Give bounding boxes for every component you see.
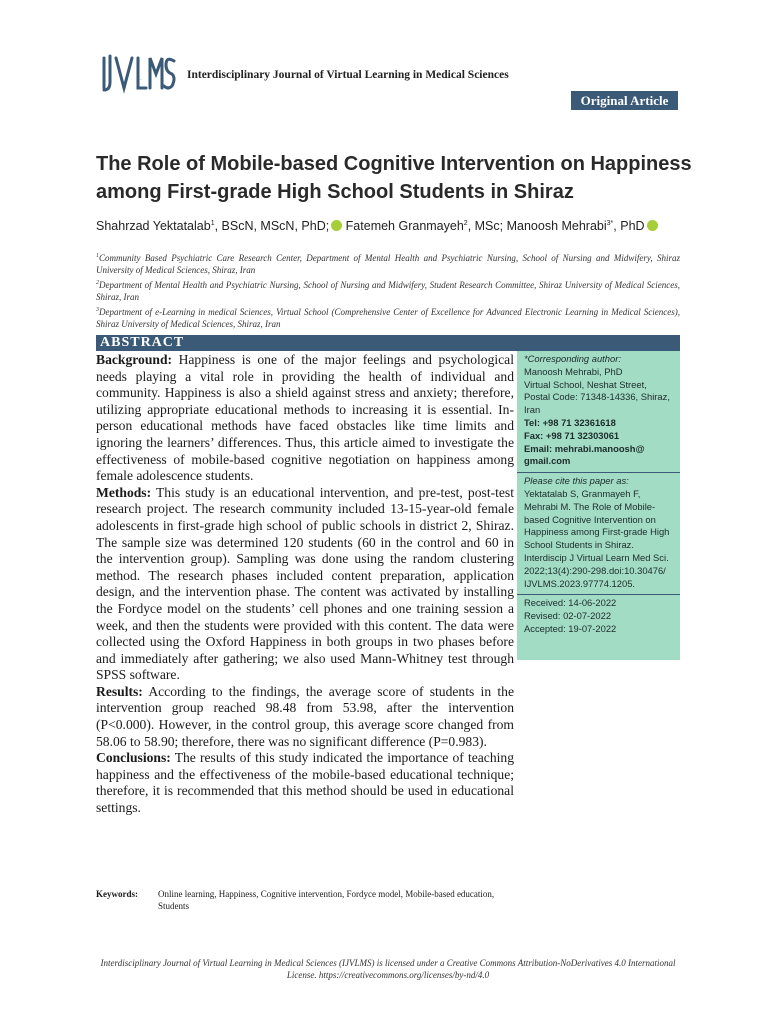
author-2-sup: 2 — [463, 219, 468, 227]
abstract-body — [96, 352, 514, 817]
date-revised: Revised: 02-07-2022 — [524, 610, 612, 622]
abstract-methods — [96, 485, 514, 684]
methods-text: This study is an educational intervention, and pre-test, post-test research project. The research community included 13-15-year-old female adolescents in first-grade high school of public schools in district 2, Shiraz. The sample size was determined 120 students (60 in the control and 60 in the intervention group). Sampling was done using the random clustering method. The research phases included content preparation, application design, and the intervention phase. The content was activated by installing the Fordyce model on the students’ cell phones and one training session a week, and then the students were provided with this content. The data were collected using the Oxford Happiness in both groups in two phases before and immediately after gathering; we also used Mann-Whitney test through SPSS software. — [96, 484, 514, 683]
logo-text: IJVLMS — [138, 80, 142, 81]
citation-section — [517, 473, 680, 594]
background-label: Background: — [96, 352, 173, 367]
corr-tel: Tel: +98 71 32361618 — [524, 416, 616, 428]
cite-text: Yektatalab S, Granmayeh F, Mehrabi M. The Role of Mobile-based Cognitive Intervention on Happiness among First-grade High School Students in Shiraz. Interdiscip J Virtual Learn Med Sci. 2022;13(4):290-298.doi:10.30476/ IJVLMS.2023.97774.1205. — [524, 487, 670, 589]
corr-name: Manoosh Mehrabi, PhD — [524, 365, 623, 377]
affiliation-text: Community Based Psychiatric Care Research Center, Department of Mental Health and Psychiatric Nursing, School of Nursing and Midwifery, Shiraz University of Medical Sciences, Shiraz, Iran — [96, 253, 680, 275]
keywords-text: Online learning, Happiness, Cognitive intervention, Fordyce model, Mobile-based education, Students — [158, 889, 495, 911]
affiliations — [96, 250, 680, 331]
article-type-badge: Original Article — [571, 91, 678, 110]
author-3-sup: 3* — [606, 219, 614, 227]
author-2-degree: , MSc; Manoosh Mehrabi — [467, 219, 607, 233]
affiliation-3 — [96, 304, 680, 330]
affiliation-sup: 2 — [96, 280, 99, 286]
orcid-icon[interactable] — [331, 220, 342, 231]
keywords-label: Keywords: — [96, 889, 138, 899]
corr-email[interactable]: Email: mehrabi.manoosh@ gmail.com — [524, 442, 645, 467]
author-line — [96, 219, 696, 233]
license-footer: Interdisciplinary Journal of Virtual Learning in Medical Sciences (IJVLMS) is licensed under a Creative Commons Attribution-NoDerivatives 4.0 International License. https://creativecommons.org/licenses/by-nd/4.0 — [100, 958, 676, 980]
date-received: Received: 14-06-2022 — [524, 597, 617, 609]
affiliation-text: Department of Mental Health and Psychiatric Nursing, School of Nursing and Midwifery, Student Research Committee, Shiraz University of Medical Sciences, Shiraz, Iran — [96, 280, 680, 302]
abstract-heading: ABSTRACT — [100, 335, 185, 350]
conclusions-label: Conclusions: — [96, 750, 171, 766]
cite-label: Please cite this paper as: — [524, 475, 629, 487]
orcid-icon[interactable] — [647, 220, 658, 231]
author-1-degree: , BScN, MScN, PhD; — [214, 219, 330, 233]
affiliation-sup: 3 — [96, 307, 99, 313]
corr-address: Virtual School, Neshat Street, Postal Code: 71348-14336, Shiraz, Iran — [524, 378, 670, 416]
author-2: Fatemeh Granmayeh — [342, 219, 464, 233]
article-title: The Role of Mobile-based Cognitive Intervention on Happiness among First-grade High School Students in Shiraz — [96, 153, 692, 203]
affiliation-sup: 1 — [96, 253, 99, 259]
abstract-results — [96, 684, 514, 750]
methods-label: Methods: — [96, 484, 152, 500]
keywords — [96, 888, 514, 912]
affiliation-2 — [96, 277, 680, 303]
corresponding-author-section — [517, 351, 680, 472]
author-1-sup: 1 — [210, 219, 215, 227]
affiliation-1 — [96, 250, 680, 276]
author-1: Shahrzad Yektatalab — [96, 219, 211, 233]
journal-logo — [100, 52, 176, 94]
background-text: Happiness is one of the major feelings and psychological needs playing a vital role in providing the health of individual and community. Happiness is also a shield against stress and anxiety; therefore, utilizing appropriate educational methods to increasing it is essential. In-person educational methods have faced obstacles like time limits and ignoring the learners’ differences. Thus, this article aimed to investigate the effectiveness of mobile-based cognitive negotiation on happiness among female adolescence students. — [96, 352, 514, 484]
journal-name: Interdisciplinary Journal of Virtual Learning in Medical Sciences — [187, 69, 509, 81]
conclusions-text: The results of this study indicated the importance of teaching happiness and the effectiveness of the mobile-based educational technique; therefore, it is recommended that this method should be used in educational settings. — [96, 750, 514, 816]
abstract-background — [96, 352, 514, 485]
info-sidebar — [517, 351, 680, 660]
corr-fax: Fax: +98 71 32303061 — [524, 429, 620, 441]
dates-section — [517, 595, 680, 639]
date-accepted: Accepted: 19-07-2022 — [524, 622, 617, 634]
affiliation-text: Department of e-Learning in medical Sciences, Virtual School (Comprehensive Center of Excellence for Advanced Electronic Learning in Medical Sciences), Shiraz University of Medical Sciences, Shiraz, Iran — [96, 307, 680, 329]
results-label: Results: — [96, 683, 143, 699]
results-text: According to the findings, the average score of students in the intervention group reached 98.48 from 53.98, after the intervention (P<0.000). However, in the control group, this average score changed from 58.06 to 58.90; therefore, there was no significant difference (P=0.983). — [96, 683, 514, 749]
abstract-conclusions — [96, 750, 514, 816]
corr-label: *Corresponding author: — [524, 353, 621, 364]
author-3-degree: , PhD — [613, 219, 645, 233]
